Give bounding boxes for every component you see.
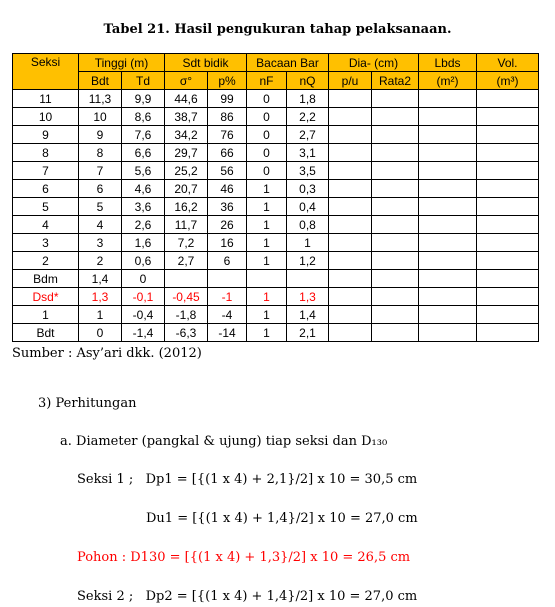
cell-p: -4: [208, 306, 247, 324]
cell-td: 4,6: [122, 180, 165, 198]
table-row: [13, 198, 539, 216]
cell-empty: [329, 126, 372, 144]
cell-td: -0,1: [122, 288, 165, 306]
cell-empty: [477, 270, 539, 288]
formula-seksi1-du: Du1 = [{(1 x 4) + 1,4}/2] x 10 = 27,0 cm: [146, 511, 418, 526]
cell-seksi: 3: [13, 234, 79, 252]
cell-seksi: 7: [13, 162, 79, 180]
cell-nf: 1: [247, 306, 287, 324]
cell-bdt: 9: [79, 126, 122, 144]
cell-empty: [372, 90, 419, 108]
cell-td: 8,6: [122, 108, 165, 126]
cell-bdt: 0: [79, 324, 122, 342]
cell-nf: 1: [247, 216, 287, 234]
cell-seksi: 8: [13, 144, 79, 162]
cell-nq: [287, 270, 329, 288]
cell-empty: [329, 270, 372, 288]
table-row: [13, 180, 539, 198]
cell-p: 56: [208, 162, 247, 180]
cell-nq: 0,4: [287, 198, 329, 216]
cell-empty: [419, 90, 477, 108]
cell-empty: [477, 324, 539, 342]
cell-empty: [477, 162, 539, 180]
cell-bdt: 10: [79, 108, 122, 126]
cell-td: 6,6: [122, 144, 165, 162]
cell-seksi: Bdt: [13, 324, 79, 342]
cell-empty: [329, 288, 372, 306]
cell-empty: [419, 108, 477, 126]
cell-bdt: 3: [79, 234, 122, 252]
subheading: a. Diameter (pangkal & ujung) tiap seksi dan D₁₃₀: [60, 434, 388, 449]
cell-empty: [477, 216, 539, 234]
cell-nq: 2,1: [287, 324, 329, 342]
cell-p: [208, 270, 247, 288]
table-row: [13, 216, 539, 234]
cell-empty: [477, 108, 539, 126]
cell-empty: [419, 270, 477, 288]
cell-bdt: 11,3: [79, 90, 122, 108]
cell-nf: 1: [247, 288, 287, 306]
cell-empty: [419, 234, 477, 252]
cell-p: 46: [208, 180, 247, 198]
cell-sigma: 2,7: [165, 252, 208, 270]
cell-p: 86: [208, 108, 247, 126]
cell-seksi: 9: [13, 126, 79, 144]
cell-sigma: 44,6: [165, 90, 208, 108]
formula-seksi1-dp: Seksi 1 ; Dp1 = [{(1 x 4) + 2,1}/2] x 10 = 30,5 cm: [77, 472, 418, 487]
cell-nq: 1: [287, 234, 329, 252]
cell-nq: 0,3: [287, 180, 329, 198]
cell-empty: [477, 144, 539, 162]
cell-bdt: 7: [79, 162, 122, 180]
cell-empty: [329, 108, 372, 126]
table-row: [13, 90, 539, 108]
cell-p: 66: [208, 144, 247, 162]
cell-nf: 1: [247, 252, 287, 270]
header-row-2: [13, 72, 539, 90]
cell-nf: 1: [247, 198, 287, 216]
table-row: [13, 126, 539, 144]
cell-bdt: 1,4: [79, 270, 122, 288]
header-nq: nQ: [287, 72, 329, 90]
cell-bdt: 1: [79, 306, 122, 324]
cell-nq: 1,3: [287, 288, 329, 306]
cell-empty: [419, 162, 477, 180]
header-nf: nF: [247, 72, 287, 90]
cell-td: 5,6: [122, 162, 165, 180]
cell-sigma: 20,7: [165, 180, 208, 198]
cell-empty: [477, 234, 539, 252]
cell-empty: [329, 252, 372, 270]
cell-td: 0: [122, 270, 165, 288]
header-tinggi: Tinggi (m): [79, 54, 165, 72]
cell-nq: 2,7: [287, 126, 329, 144]
header-lbds-unit: (m²): [419, 72, 477, 90]
cell-sigma: -1,8: [165, 306, 208, 324]
cell-p: 99: [208, 90, 247, 108]
cell-empty: [372, 270, 419, 288]
cell-bdt: 1,3: [79, 288, 122, 306]
table-row: [13, 108, 539, 126]
cell-nf: 1: [247, 180, 287, 198]
cell-empty: [372, 324, 419, 342]
cell-sigma: -0,45: [165, 288, 208, 306]
cell-empty: [372, 234, 419, 252]
cell-td: 9,9: [122, 90, 165, 108]
table-body: [13, 90, 539, 342]
header-bdt: Bdt: [79, 72, 122, 90]
cell-p: 16: [208, 234, 247, 252]
cell-seksi: Bdm: [13, 270, 79, 288]
cell-seksi: 6: [13, 180, 79, 198]
header-row-1: [13, 54, 539, 72]
cell-empty: [477, 180, 539, 198]
cell-empty: [372, 180, 419, 198]
table-row: [13, 324, 539, 342]
cell-sigma: 34,2: [165, 126, 208, 144]
cell-nf: 0: [247, 108, 287, 126]
cell-empty: [372, 288, 419, 306]
cell-empty: [329, 234, 372, 252]
header-bacaan-bar: Bacaan Bar: [247, 54, 329, 72]
cell-empty: [419, 180, 477, 198]
cell-empty: [329, 306, 372, 324]
cell-nf: 0: [247, 90, 287, 108]
cell-seksi: 5: [13, 198, 79, 216]
table-row: [13, 234, 539, 252]
cell-sigma: -6,3: [165, 324, 208, 342]
cell-bdt: 2: [79, 252, 122, 270]
cell-empty: [419, 306, 477, 324]
cell-bdt: 8: [79, 144, 122, 162]
cell-empty: [329, 198, 372, 216]
cell-nf: 0: [247, 162, 287, 180]
table-row: [13, 162, 539, 180]
cell-empty: [372, 126, 419, 144]
cell-empty: [477, 126, 539, 144]
cell-empty: [419, 288, 477, 306]
header-vol-unit: (m³): [477, 72, 539, 90]
cell-nf: 0: [247, 126, 287, 144]
cell-empty: [419, 324, 477, 342]
cell-td: 3,6: [122, 198, 165, 216]
cell-empty: [477, 90, 539, 108]
cell-empty: [477, 252, 539, 270]
cell-sigma: 16,2: [165, 198, 208, 216]
table-row: [13, 144, 539, 162]
cell-nq: 1,8: [287, 90, 329, 108]
header-pu: p/u: [329, 72, 372, 90]
cell-empty: [372, 144, 419, 162]
cell-nq: 3,5: [287, 162, 329, 180]
cell-p: -14: [208, 324, 247, 342]
header-rata2: Rata2: [372, 72, 419, 90]
cell-empty: [329, 324, 372, 342]
header-lbds: Lbds: [419, 54, 477, 72]
cell-empty: [329, 162, 372, 180]
cell-nq: 0,8: [287, 216, 329, 234]
table-row: [13, 252, 539, 270]
cell-empty: [477, 288, 539, 306]
cell-nf: [247, 270, 287, 288]
cell-nf: 1: [247, 234, 287, 252]
table-row: [13, 288, 539, 306]
cell-empty: [372, 252, 419, 270]
table-row: [13, 306, 539, 324]
cell-seksi: 1: [13, 306, 79, 324]
cell-seksi: 2: [13, 252, 79, 270]
cell-empty: [372, 306, 419, 324]
header-td: Td: [122, 72, 165, 90]
cell-empty: [329, 90, 372, 108]
formula-seksi2-dp: Seksi 2 ; Dp2 = [{(1 x 4) + 1,4}/2] x 10 = 27,0 cm: [77, 589, 418, 604]
cell-sigma: 11,7: [165, 216, 208, 234]
cell-bdt: 4: [79, 216, 122, 234]
cell-td: 0,6: [122, 252, 165, 270]
cell-sigma: 7,2: [165, 234, 208, 252]
cell-seksi: 11: [13, 90, 79, 108]
cell-p: 26: [208, 216, 247, 234]
header-seksi: Seksi: [13, 54, 79, 90]
cell-td: 2,6: [122, 216, 165, 234]
section-heading: 3) Perhitungan: [38, 396, 137, 411]
cell-td: -0,4: [122, 306, 165, 324]
cell-nf: 0: [247, 144, 287, 162]
cell-empty: [477, 306, 539, 324]
table-title: Tabel 21. Hasil pengukuran tahap pelaksanaan.: [103, 22, 452, 37]
cell-empty: [419, 144, 477, 162]
cell-td: 1,6: [122, 234, 165, 252]
cell-sigma: [165, 270, 208, 288]
table-row: [13, 270, 539, 288]
header-diameter: Dia- (cm): [329, 54, 419, 72]
cell-nq: 3,1: [287, 144, 329, 162]
cell-bdt: 6: [79, 180, 122, 198]
header-sdt-bidik: Sdt bidik: [165, 54, 247, 72]
header-sigma: σ°: [165, 72, 208, 90]
cell-empty: [419, 198, 477, 216]
cell-nq: 1,4: [287, 306, 329, 324]
cell-p: 6: [208, 252, 247, 270]
header-p-percent: p%: [208, 72, 247, 90]
cell-empty: [372, 198, 419, 216]
cell-seksi: Dsd*: [13, 288, 79, 306]
cell-sigma: 29,7: [165, 144, 208, 162]
measurement-table: [12, 53, 539, 342]
cell-empty: [477, 198, 539, 216]
cell-empty: [329, 144, 372, 162]
cell-empty: [329, 180, 372, 198]
cell-sigma: 25,2: [165, 162, 208, 180]
cell-nq: 2,2: [287, 108, 329, 126]
source-citation: Sumber : Asy’ari dkk. (2012): [12, 346, 202, 361]
cell-empty: [419, 252, 477, 270]
cell-td: 7,6: [122, 126, 165, 144]
cell-seksi: 4: [13, 216, 79, 234]
cell-empty: [419, 126, 477, 144]
cell-p: 76: [208, 126, 247, 144]
cell-nf: 1: [247, 324, 287, 342]
cell-p: 36: [208, 198, 247, 216]
cell-empty: [372, 216, 419, 234]
cell-bdt: 5: [79, 198, 122, 216]
cell-empty: [372, 108, 419, 126]
cell-td: -1,4: [122, 324, 165, 342]
cell-nq: 1,2: [287, 252, 329, 270]
header-vol: Vol.: [477, 54, 539, 72]
cell-seksi: 10: [13, 108, 79, 126]
formula-pohon-d130: Pohon : D130 = [{(1 x 4) + 1,3}/2] x 10 = 26,5 cm: [77, 550, 411, 565]
cell-empty: [372, 162, 419, 180]
cell-empty: [419, 216, 477, 234]
cell-sigma: 38,7: [165, 108, 208, 126]
cell-p: -1: [208, 288, 247, 306]
cell-empty: [329, 216, 372, 234]
